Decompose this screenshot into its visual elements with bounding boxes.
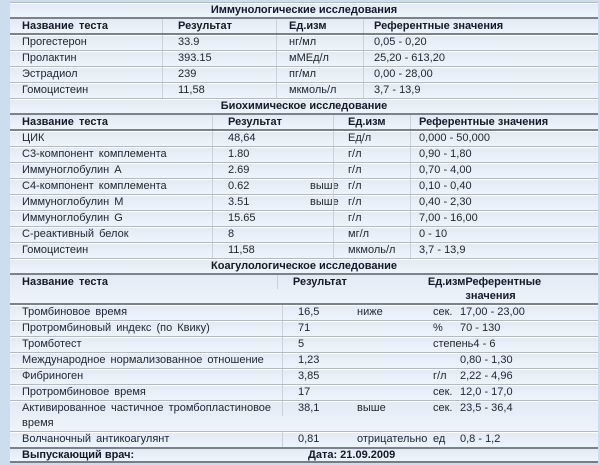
result-cell: 0.62 [212,179,298,194]
header-row [10,115,598,131]
unit-cell: мкмоль/л [276,83,363,98]
flag-cell: выше [310,196,339,208]
ref-range-cell: 0,000 - 50,000 [410,131,598,146]
result-cell: 11,58 [162,83,276,98]
test-name-cell: С4-компонент комплемента [22,180,167,192]
flag-cell: ниже [357,306,383,318]
table-row [10,400,598,431]
section-title: Коагулологическое исследование [211,260,397,272]
ref-range-cell: 3,7 - 13,9 [410,243,598,258]
table-row [10,131,598,146]
table-row [10,226,598,242]
ref-range-cell: 3,7 - 13,9 [363,83,598,98]
ref-range-cell: 23,5 - 36,4 [460,402,513,414]
ref-range-cell: 2,22 - 4,96 [460,370,513,382]
unit-cell: г/л [333,195,410,210]
table-row [10,210,598,226]
unit-cell: сек. [433,386,453,398]
col-header-unit: Ед.изм [276,19,363,33]
flag-cell: выше [357,402,386,414]
ref-range-cell: 70 - 130 [460,322,501,334]
result-cell: 8 [212,227,298,242]
table-row [10,50,598,66]
test-name-cell: Иммуноглобулин М [22,196,124,208]
table-row [10,384,598,400]
result-cell: 15.65 [212,211,298,226]
unit-cell: г/л [333,147,410,162]
test-name-cell: Иммуноглобулин G [22,212,123,224]
unit-cell: пг/мл [276,67,363,82]
ref-range-cell: 0,8 - 1,2 [460,433,501,445]
section-title: Иммунологические исследования [210,4,398,16]
section-biochemistry [10,98,598,258]
unit-cell: г/л [333,211,410,226]
ref-range-cell: 0 - 10 [410,227,598,242]
table-row [10,146,598,162]
test-name-cell: Прогестерон [22,36,87,48]
unit-cell: ед [433,433,446,445]
section-title: Биохимическое исследование [220,100,388,112]
col-header-ref-range: Референтные значения [465,276,542,302]
flag-cell: отрицательно [357,433,428,445]
section-title-row [10,98,598,115]
flag-cell: выше [310,180,339,192]
test-name-cell: Волчаночный антикоагулянт [22,433,170,445]
unit-cell: г/л [433,370,447,382]
result-cell: 1.80 [212,147,298,162]
test-name-cell: Гомоцистеин [22,244,89,256]
result-cell: 1,23 [282,353,345,368]
result-cell: 38,1 [282,401,345,416]
result-cell: 17 [282,385,345,400]
ref-range-cell: 0,40 - 2,30 [410,195,598,210]
table-row [10,194,598,210]
unit-cell: Ед/л [333,131,410,146]
result-cell: 0,81 [282,432,345,447]
col-header-ref-range: Референтные значения [363,19,598,33]
section-title-row [10,2,598,19]
test-name-cell: С-реактивный белок [22,228,129,240]
ref-range-cell: 0,80 - 1,30 [460,354,513,366]
unit-cell: нг/мл [276,35,363,50]
col-header-result: Результат [162,19,276,33]
table-row [10,66,598,82]
table-row [10,305,598,320]
test-name-cell: Протромбиновый индекс (по Квику) [22,322,210,334]
ref-range-cell: 17,00 - 23,00 [460,306,525,318]
test-name-cell: Пролактин [22,52,77,64]
col-header-unit: Ед.изм [427,276,466,288]
ref-range-cell: 25,20 - 613,20 [363,51,598,66]
table-row [10,178,598,194]
result-cell: 2.69 [212,163,298,178]
test-name-cell: Международное нормализованное отношение [22,354,264,366]
test-name-cell: Тромбиновое время [22,306,128,318]
table-row [10,162,598,178]
table-row [10,82,598,98]
test-name-cell: Протромбиновое время [22,386,146,398]
table-row [10,35,598,50]
ref-range-cell: 12,0 - 17,0 [460,386,513,398]
col-header-test-name: Название теста [22,276,108,288]
ref-range-cell: 0,05 - 0,20 [363,35,598,50]
test-name-cell: Фибриноген [22,370,84,382]
report-date: Дата: 21.09.2009 [308,449,396,461]
col-header-test-name: Название теста [22,20,108,32]
result-cell: 33.9 [162,35,276,50]
lab-report [10,2,598,463]
col-header-result: Результат [212,115,298,129]
ref-range-cell: 4 - 6 [473,338,496,350]
section-immunology [10,2,598,98]
doctor-label: Выпускающий врач: [22,449,135,461]
result-cell: 239 [162,67,276,82]
table-row [10,336,598,352]
result-cell: 48,64 [212,131,298,146]
col-header-unit: Ед.изм [333,115,410,129]
unit-cell: степень [433,338,474,350]
unit-cell: мг/л [333,227,410,242]
result-cell: 16,5 [282,305,345,320]
unit-cell: мкмоль/л [333,243,410,258]
table-row [10,242,598,258]
table-row [10,368,598,384]
result-cell: 71 [282,321,345,336]
result-cell: 5 [282,337,345,352]
test-name-cell: Тромботест [22,338,82,350]
col-header-test-name: Название теста [22,116,108,128]
test-name-cell: ЦИК [22,132,45,144]
result-cell: 3.51 [212,195,298,210]
ref-range-cell: 0,90 - 1,80 [410,147,598,162]
ref-range-cell: 0,70 - 4,00 [410,163,598,178]
test-name-cell: С3-компонент комплемента [22,148,167,160]
table-row [10,352,598,368]
ref-range-cell: 0,00 - 28,00 [363,67,598,82]
section-coagulation [10,258,598,447]
col-header-result: Результат [277,275,340,289]
result-cell: 3,85 [282,369,345,384]
table-row [10,320,598,336]
test-name-cell: Активированное частичное тромбопластиновое время [22,402,272,429]
test-name-cell: Иммуноглобулин А [22,164,122,176]
unit-cell: % [433,322,443,334]
test-name-cell: Гомоцистеин [22,84,89,96]
unit-cell: г/л [333,179,410,194]
section-title-row [10,258,598,275]
report-footer [10,447,598,463]
ref-range-cell: 7,00 - 16,00 [410,211,598,226]
header-row [10,275,598,305]
unit-cell: г/л [333,163,410,178]
test-name-cell: Эстрадиол [22,68,78,80]
result-cell: 393.15 [162,51,276,66]
unit-cell: сек. [433,306,453,318]
header-row [10,19,598,35]
table-row [10,431,598,447]
col-header-ref-range: Референтные значения [410,115,598,129]
ref-range-cell: 0,10 - 0,40 [410,179,598,194]
unit-cell: сек. [433,402,453,414]
result-cell: 11,58 [212,243,298,258]
unit-cell: мМЕд/л [276,51,363,66]
